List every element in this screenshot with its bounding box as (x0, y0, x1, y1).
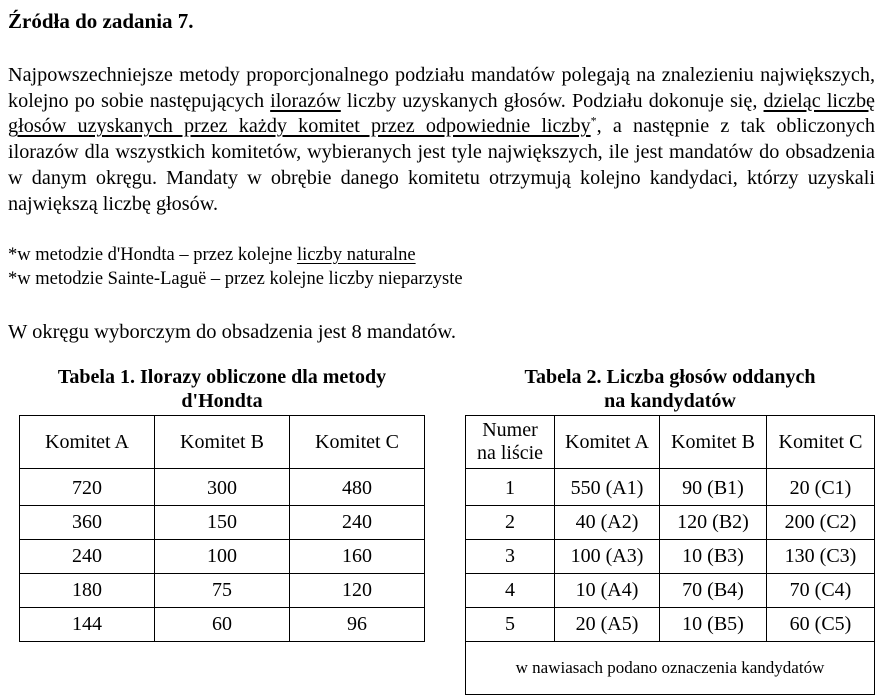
page-heading: Źródła do zadania 7. (8, 9, 194, 33)
table2-footer-note: w nawiasach podano oznaczenia kandydatów (466, 642, 875, 695)
table2-cell: 60 (C5) (767, 608, 875, 642)
table2-cell: 1 (466, 469, 555, 506)
note-sainte-lague: *w metodzie Sainte-Laguë – przez kolejne liczby nieparzyste (8, 269, 463, 289)
table2-cell: 5 (466, 608, 555, 642)
table2-cell: 4 (466, 574, 555, 608)
table-row (466, 608, 875, 642)
table1-caption-line2: d'Hondta (181, 390, 263, 412)
table2-cell: 10 (B5) (660, 608, 767, 642)
table2-caption-line1: Tabela 2. Liczba głosów oddanych (524, 366, 816, 388)
table1-cell: 75 (155, 574, 290, 608)
table1-cell: 96 (290, 608, 425, 642)
table1-cell: 180 (20, 574, 155, 608)
table1-cell: 120 (290, 574, 425, 608)
table2-cell: 40 (A2) (555, 506, 660, 540)
table2-header-row (466, 416, 875, 469)
table1-cell: 150 (155, 506, 290, 540)
table1-cell: 480 (290, 469, 425, 506)
note-dhondt-text: *w metodzie d'Hondta – przez kolejne (8, 245, 297, 265)
table2-cell: 70 (B4) (660, 574, 767, 608)
table2-cell: 2 (466, 506, 555, 540)
footnote-mark: * (590, 113, 597, 128)
table2-footer-row (466, 642, 875, 695)
table2-caption-line2: na kandydatów (604, 390, 736, 412)
paragraph-text-1: Najpowszechniejsze metody proporcjonalnego podziału mandatów polegają na znalezieniu największych, kolejno po sobie następujących (8, 64, 875, 112)
note-dhondt-underlined: liczby naturalne (296, 245, 416, 265)
table2-cell: 200 (C2) (767, 506, 875, 540)
table2-votes-per-candidate (465, 415, 875, 695)
table-row (20, 574, 425, 608)
table1-header-cell: Komitet B (155, 416, 290, 469)
table-row (20, 506, 425, 540)
table1-caption-line1: Tabela 1. Ilorazy obliczone dla metody (57, 366, 387, 388)
table2-cell: 90 (B1) (660, 469, 767, 506)
table1-cell: 720 (20, 469, 155, 506)
table2-cell: 10 (A4) (555, 574, 660, 608)
table2-header-cell: Komitet A (555, 416, 660, 469)
table2-cell: 20 (A5) (555, 608, 660, 642)
underlined-term-ilorazow: ilorazów (270, 89, 341, 112)
table2-header-number-line2: na liście (476, 442, 544, 464)
table1-header-row (20, 416, 425, 469)
table1-caption (19, 365, 425, 413)
intro-paragraph (8, 63, 875, 217)
table1-header-cell: Komitet C (290, 416, 425, 469)
table2-cell: 10 (B3) (660, 540, 767, 574)
table2-caption (465, 365, 875, 413)
table2-header-number-line1: Numer (482, 419, 538, 441)
paragraph-text-3: , a następnie z tak obliczonych ilorazów dla wszystkich komitetów, wybieranych jest tyle największych, ile jest mandatów do obsadzenia w danym okręgu. Mandaty w obrębie danego komitetu otrzymują kolejno kandydaci, którzy uzyskali największą liczbę głosów. (8, 115, 875, 215)
table1-cell: 360 (20, 506, 155, 540)
table-row (466, 506, 875, 540)
table1-cell: 160 (290, 540, 425, 574)
paragraph-text-2: liczby uzyskanych głosów. Podziału dokonuje się, (340, 89, 764, 112)
table-row (466, 574, 875, 608)
table2-cell: 130 (C3) (767, 540, 875, 574)
table1-cell: 100 (155, 540, 290, 574)
table2-cell: 550 (A1) (555, 469, 660, 506)
table2-header-cell: Komitet C (767, 416, 875, 469)
table2-cell: 100 (A3) (555, 540, 660, 574)
table1-cell: 240 (20, 540, 155, 574)
table1-cell: 60 (155, 608, 290, 642)
table1-cell: 300 (155, 469, 290, 506)
table1-header-cell: Komitet A (20, 416, 155, 469)
table1-cell: 240 (290, 506, 425, 540)
table2-cell: 70 (C4) (767, 574, 875, 608)
table-row (466, 469, 875, 506)
table1-cell: 144 (20, 608, 155, 642)
table-row (20, 540, 425, 574)
table2-header-cell: Komitet B (660, 416, 767, 469)
table-row (20, 469, 425, 506)
table2-cell: 20 (C1) (767, 469, 875, 506)
table2-header-number (466, 416, 555, 469)
seats-statement: W okręgu wyborczym do obsadzenia jest 8 mandatów. (8, 321, 457, 343)
table-row (466, 540, 875, 574)
table-row (20, 608, 425, 642)
table1-dhondt-quotients (19, 415, 425, 642)
underlined-phrase-dzielac: dzieląc liczbę głosów uzyskanych przez każdy komitet przez odpowiednie liczby (8, 89, 876, 138)
note-dhondt (8, 244, 416, 266)
table2-cell: 120 (B2) (660, 506, 767, 540)
table2-cell: 3 (466, 540, 555, 574)
